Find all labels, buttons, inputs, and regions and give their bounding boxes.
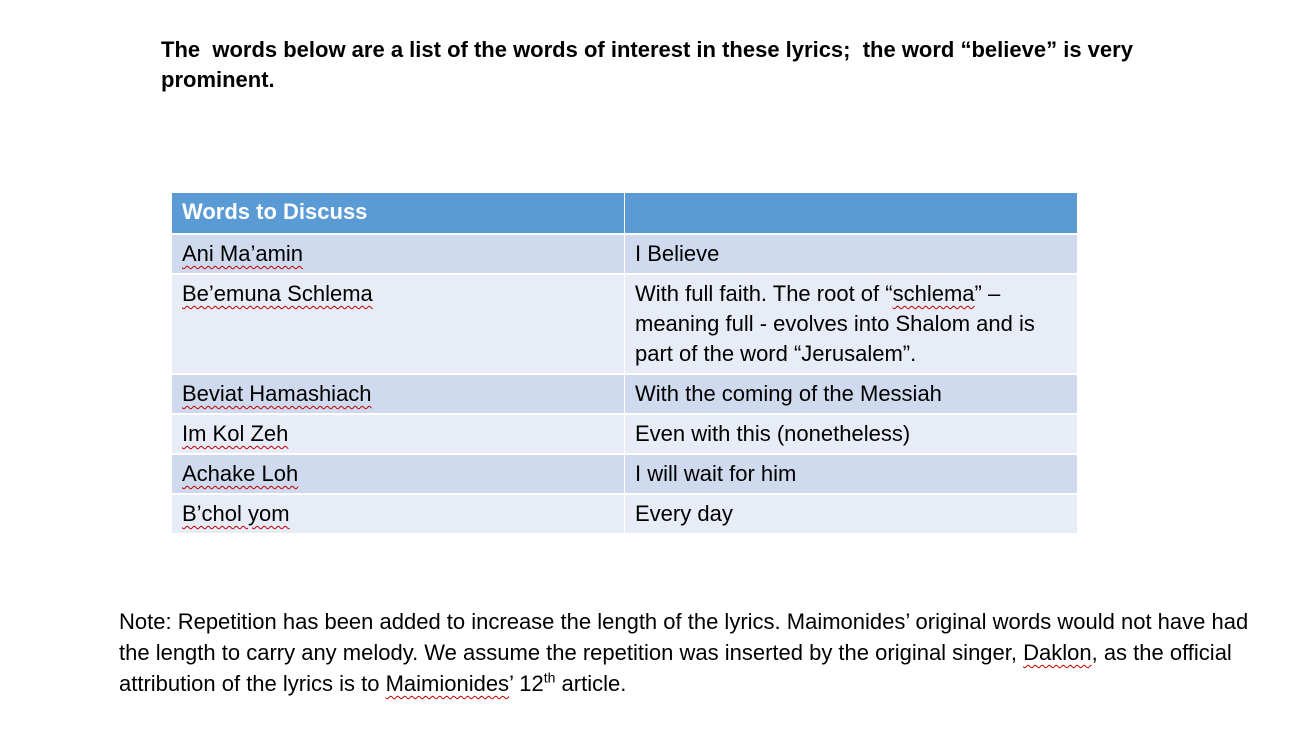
header-meaning xyxy=(625,193,1078,234)
meaning-cell: I will wait for him xyxy=(625,454,1078,494)
table-row xyxy=(172,494,1078,534)
note-superscript: th xyxy=(543,669,556,686)
slide-heading: The words below are a list of the words of interest in these lyrics; the word “believe” is very prominent. xyxy=(161,37,1140,92)
term-cell xyxy=(172,234,625,274)
meaning-cell: I Believe xyxy=(625,234,1078,274)
table-row xyxy=(172,374,1078,414)
meaning-cell xyxy=(625,274,1078,374)
table-row xyxy=(172,414,1078,454)
note-author-name: Maimionides xyxy=(385,671,510,696)
note-text: article. xyxy=(555,671,627,696)
term-text: Be’emuna Schlema xyxy=(182,281,373,306)
term-text: Ani Ma’amin xyxy=(182,241,304,266)
note-text: ’ 12 xyxy=(509,671,544,696)
term-text: Im Kol Zeh xyxy=(182,421,289,446)
repetition-note xyxy=(119,606,1269,699)
meaning-text-part: With full faith. The root of “ xyxy=(635,281,893,306)
term-text: Beviat Hamashiach xyxy=(182,381,372,406)
meaning-cell: Even with this (nonetheless) xyxy=(625,414,1078,454)
term-cell xyxy=(172,374,625,414)
note-text: Note: Repetition has been added to increase the length of the lyrics. Maimonides’ original words would not have had the length to carry any melody. We assume the repetition was inserted by the original singer, xyxy=(119,609,1249,665)
term-cell xyxy=(172,414,625,454)
term-text: B’chol yom xyxy=(182,501,290,526)
meaning-text-part: schlema xyxy=(892,281,975,306)
term-cell xyxy=(172,494,625,534)
note-singer-name: Daklon xyxy=(1023,640,1092,665)
term-cell xyxy=(172,454,625,494)
meaning-cell: With the coming of the Messiah xyxy=(625,374,1078,414)
term-text: Achake Loh xyxy=(182,461,299,486)
meaning-cell: Every day xyxy=(625,494,1078,534)
table-row xyxy=(172,274,1078,374)
meaning-text-part: ” – meaning full - evolves into Shalom and is part of the word “Jerusalem”. xyxy=(635,281,1035,366)
note-text: , as the official attribution of the lyrics is to xyxy=(119,640,1232,696)
table-row xyxy=(172,234,1078,274)
header-words-to-discuss: Words to Discuss xyxy=(172,193,625,234)
words-table xyxy=(171,193,1078,534)
table-row xyxy=(172,454,1078,494)
table-header-row xyxy=(172,193,1078,234)
term-cell xyxy=(172,274,625,374)
